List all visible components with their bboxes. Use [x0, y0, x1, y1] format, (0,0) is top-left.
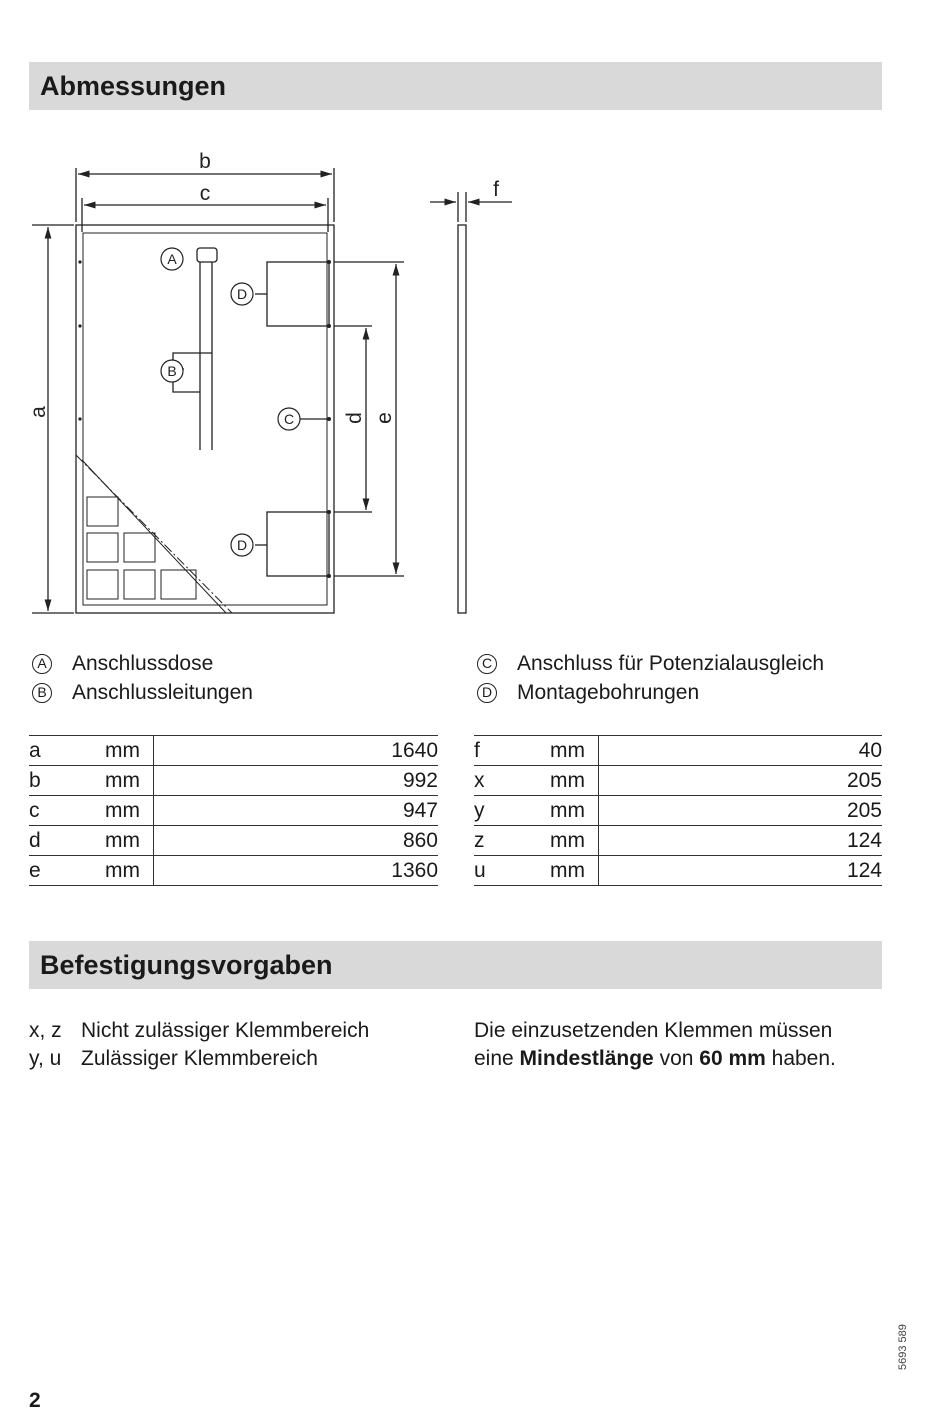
dim-value: 992	[154, 766, 439, 796]
table-row	[29, 796, 438, 826]
dim-unit: mm	[550, 766, 599, 796]
dim-unit: mm	[550, 826, 599, 856]
dim-value: 205	[599, 766, 883, 796]
dim-key: y	[474, 796, 550, 826]
clamp-zone-label: x, z	[29, 1019, 62, 1042]
legend-item	[474, 649, 824, 678]
dim-label-d: d	[343, 412, 366, 424]
table-row	[29, 766, 438, 796]
note-bold-value: 60 mm	[699, 1047, 766, 1070]
table-row	[474, 826, 882, 856]
dim-key: x	[474, 766, 550, 796]
dim-label-f: f	[493, 178, 499, 201]
clamp-zone-text: Zulässiger Klemmbereich	[81, 1047, 318, 1070]
legend-text: Anschlussdose	[72, 652, 214, 675]
legend-key: C	[477, 654, 497, 674]
clamp-zone-text: Nicht zulässiger Klemmbereich	[81, 1019, 370, 1042]
dim-value: 947	[154, 796, 439, 826]
document-code: 5693 589	[897, 1324, 909, 1370]
table-row	[29, 736, 438, 766]
dim-unit: mm	[105, 856, 154, 886]
table-row	[29, 826, 438, 856]
dimension-table-left	[29, 735, 438, 886]
legend-text: Anschlussleitungen	[72, 681, 253, 704]
table-row	[474, 736, 882, 766]
dim-unit: mm	[550, 856, 599, 886]
dim-key: a	[29, 736, 105, 766]
legend-item	[29, 649, 253, 678]
dim-value: 860	[154, 826, 439, 856]
dim-label-a: a	[27, 406, 50, 418]
legend-left	[29, 649, 253, 707]
clamp-zones	[29, 1017, 369, 1073]
dim-key: c	[29, 796, 105, 826]
panel-side-view	[458, 225, 466, 613]
section-header-befestigungsvorgaben	[29, 941, 882, 989]
dim-key: b	[29, 766, 105, 796]
dim-value: 1360	[154, 856, 439, 886]
dim-key: f	[474, 736, 550, 766]
table-row	[474, 796, 882, 826]
callout-d-bottom: D	[236, 537, 248, 553]
table-row	[474, 856, 882, 886]
legend-key: A	[32, 654, 52, 674]
dim-key: e	[29, 856, 105, 886]
dim-unit: mm	[550, 796, 599, 826]
page-number: 2	[29, 1389, 41, 1412]
dim-value: 1640	[154, 736, 439, 766]
dim-label-b: b	[199, 150, 211, 173]
legend-text: Anschluss für Potenzialausgleich	[517, 652, 825, 675]
cell-cutaway	[76, 455, 232, 613]
mounting-hole-top	[267, 262, 329, 326]
dim-value: 40	[599, 736, 883, 766]
note-line-1: Die einzusetzenden Klemmen müssen	[474, 1019, 833, 1042]
dim-unit: mm	[550, 736, 599, 766]
callout-d-top: D	[236, 286, 248, 302]
dim-value: 205	[599, 796, 883, 826]
dim-value: 124	[599, 826, 883, 856]
dim-label-c: c	[199, 182, 211, 205]
dimension-table-right	[474, 735, 882, 886]
legend-key: B	[32, 683, 52, 703]
clamp-length-note	[474, 1017, 836, 1073]
table-row	[29, 856, 438, 886]
legend-text: Montagebohrungen	[517, 681, 700, 704]
section-title: Befestigungsvorgaben	[40, 949, 333, 980]
dim-unit: mm	[105, 796, 154, 826]
clamp-zone-row	[29, 1045, 369, 1073]
dim-key: u	[474, 856, 550, 886]
dim-unit: mm	[105, 736, 154, 766]
module-dimension-drawing	[0, 130, 560, 620]
mounting-hole-bottom	[267, 512, 329, 576]
table-row	[474, 766, 882, 796]
clamp-zone-row	[29, 1017, 369, 1045]
callout-c: C	[283, 411, 295, 427]
dim-unit: mm	[105, 826, 154, 856]
legend-item	[29, 678, 253, 707]
section-title: Abmessungen	[40, 70, 227, 101]
dim-key: z	[474, 826, 550, 856]
dim-value: 124	[599, 856, 883, 886]
dim-unit: mm	[105, 766, 154, 796]
callout-b: B	[167, 363, 177, 379]
legend-item	[474, 678, 824, 707]
legend-key: D	[477, 683, 497, 703]
dim-label-e: e	[373, 412, 396, 424]
junction-box	[197, 248, 217, 262]
legend-right	[474, 649, 824, 707]
note-line-2: eine Mindestlänge von 60 mm haben.	[474, 1047, 836, 1070]
callout-a: A	[167, 251, 177, 267]
clamp-zone-label: y, u	[29, 1047, 62, 1070]
note-bold-term: Mindestlänge	[519, 1047, 654, 1070]
dim-key: d	[29, 826, 105, 856]
section-header-abmessungen	[29, 62, 882, 110]
